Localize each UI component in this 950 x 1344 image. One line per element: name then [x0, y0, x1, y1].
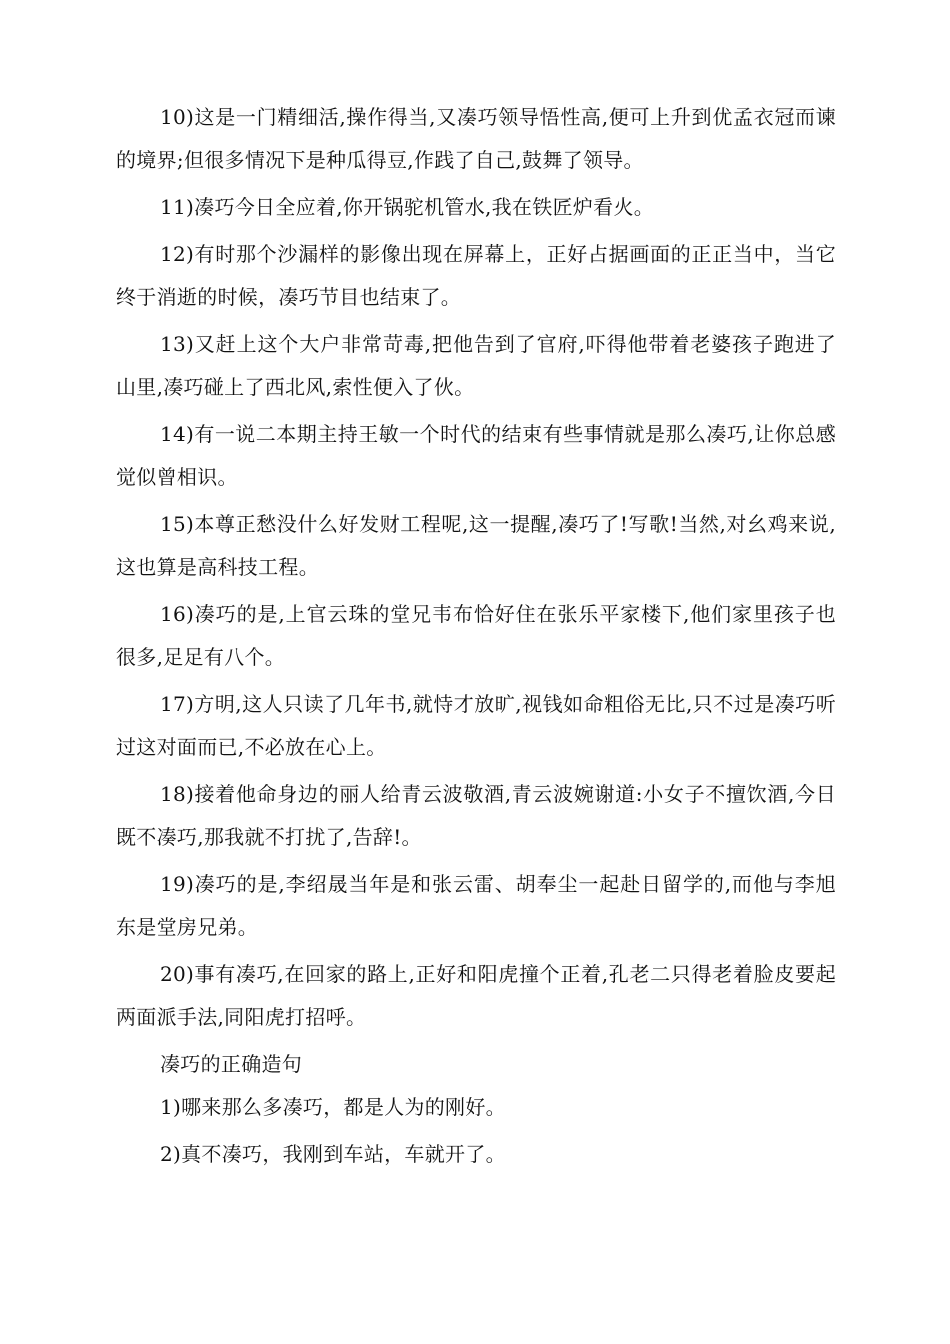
- sentence-10: 10)这是一门精细活,操作得当,又凑巧领导悟性高,便可上升到优孟衣冠而谏的境界;但很多情况下是种瓜得豆,作践了自己,鼓舞了领导。: [116, 105, 836, 172]
- sentence-15: 15)本尊正愁没什么好发财工程呢,这一提醒,凑巧了!写歌!当然,对幺鸡来说,这也算是高科技工程。: [116, 512, 836, 579]
- sentence-18: 18)接着他命身边的丽人给青云波敬酒,青云波婉谢道:小女子不擅饮酒,今日既不凑巧,那我就不打扰了,告辞!。: [116, 782, 836, 849]
- sentence-17: 17)方明,这人只读了几年书,就恃才放旷,视钱如命粗俗无比,只不过是凑巧听过这对面而已,不必放在心上。: [116, 692, 836, 759]
- section-sentence-1: 1)哪来那么多凑巧，都是人为的刚好。: [160, 1095, 506, 1119]
- sentence-13: 13)又赶上这个大户非常苛毒,把他告到了官府,吓得他带着老婆孩子跑进了山里,凑巧碰上了西北风,索性便入了伙。: [116, 332, 836, 399]
- sentence-20: 20)事有凑巧,在回家的路上,正好和阳虎撞个正着,孔老二只得老着脸皮要起两面派手法,同阳虎打招呼。: [116, 962, 836, 1029]
- sentence-11: 11)凑巧今日全应着,你开锅驼机管水,我在铁匠炉看火。: [160, 195, 655, 219]
- section-heading: 凑巧的正确造句: [160, 1052, 303, 1076]
- document-page: [116, 96, 836, 1176]
- sentence-16: 16)凑巧的是,上官云珠的堂兄韦布恰好住在张乐平家楼下,他们家里孩子也很多,足足有八个。: [116, 602, 836, 669]
- sentence-19: 19)凑巧的是,李绍晟当年是和张云雷、胡奉尘一起赴日留学的,而他与李旭东是堂房兄弟。: [116, 872, 836, 939]
- section-sentence-2: 2)真不凑巧，我刚到车站，车就开了。: [160, 1142, 506, 1166]
- sentence-12: 12)有时那个沙漏样的影像出现在屏幕上，正好占据画面的正正当中，当它终于消逝的时候，凑巧节目也结束了。: [116, 242, 836, 309]
- sentence-14: 14)有一说二本期主持王敏一个时代的结束有些事情就是那么凑巧,让你总感觉似曾相识。: [116, 422, 836, 489]
